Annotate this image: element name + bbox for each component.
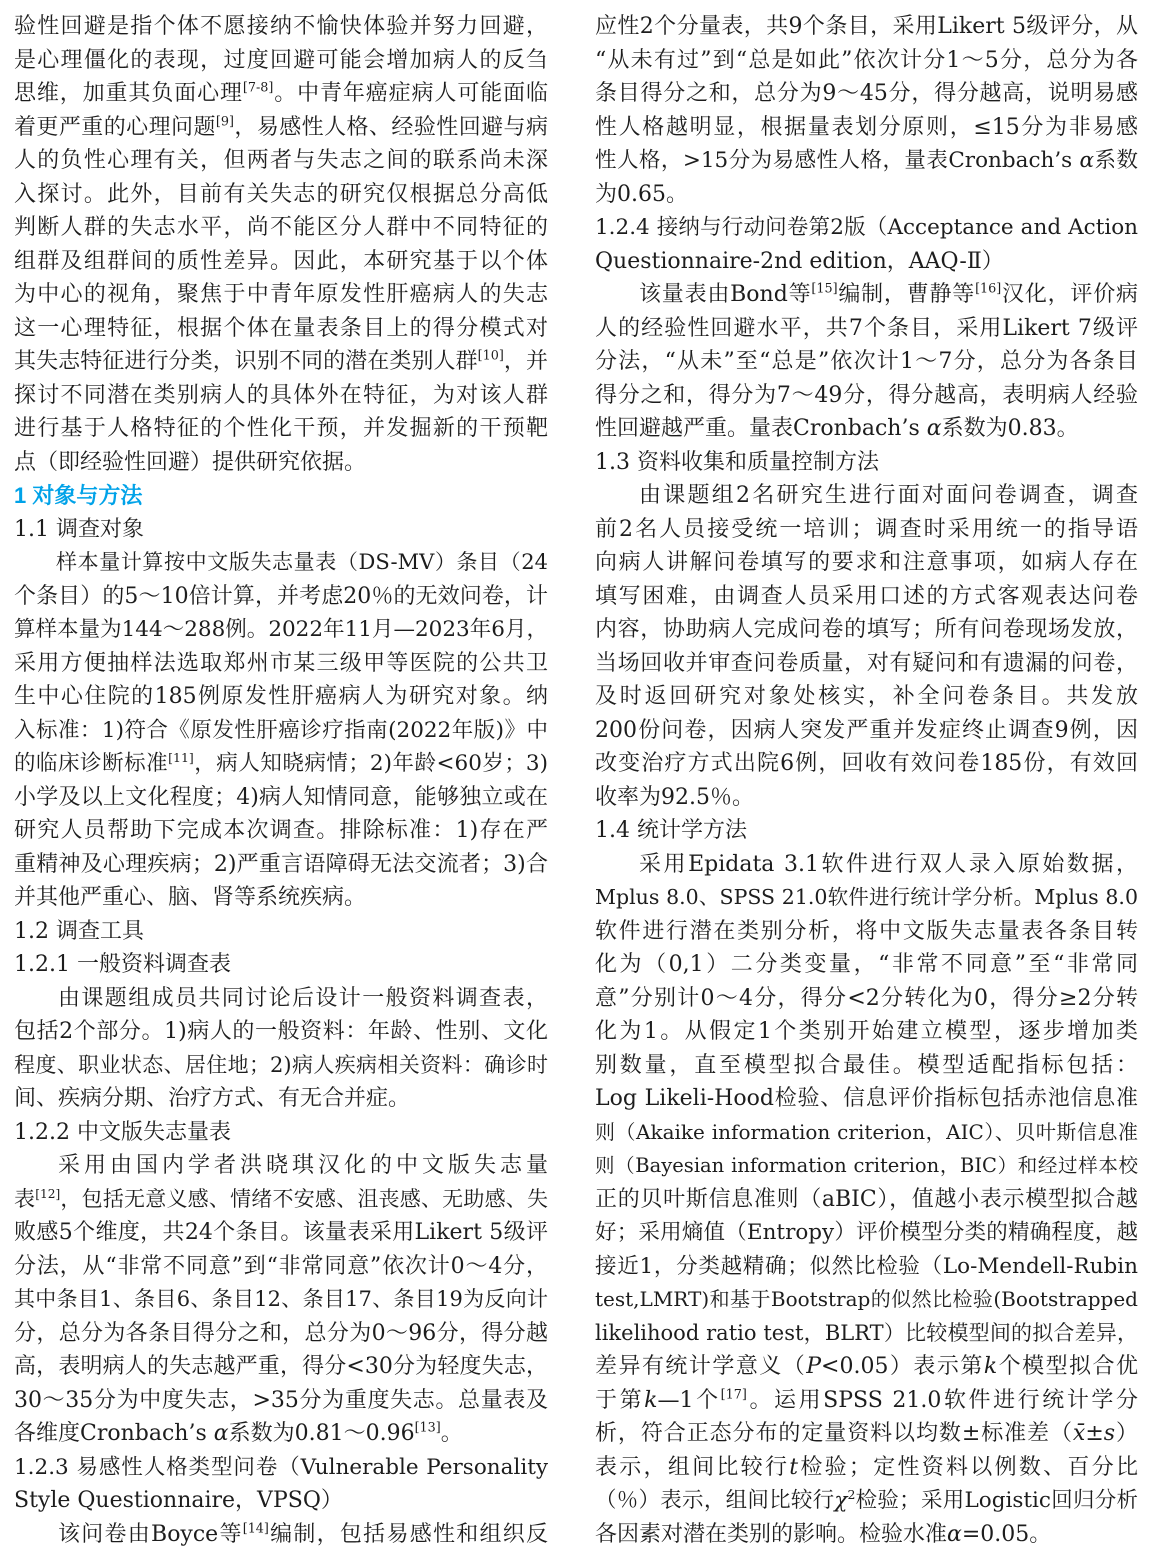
text-line: likelihood ratio test，BLRT）比较模型间的拟合差异， bbox=[595, 1320, 1138, 1345]
text-line: 着更严重的心理问题[9]，易感性人格、经验性回避与病 bbox=[14, 114, 548, 140]
text-line: 软件进行潜在类别分析，将中文版失志量表各条目转 bbox=[595, 918, 1138, 944]
text-line: 采用由国内学者洪晓琪汉化的中文版失志量 bbox=[58, 1153, 548, 1178]
text-line: 验性回避是指个体不愿接纳不愉快体验并努力回避， bbox=[14, 14, 548, 39]
text-line: 其中条目1、条目6、条目12、条目17、条目19为反向计 bbox=[14, 1287, 548, 1311]
text-line: 好；采用熵值（Entropy）评价模型分类的精确程度，越 bbox=[595, 1220, 1138, 1245]
text-line: 正的贝叶斯信息准则（aBIC），值越小表示模型拟合越 bbox=[595, 1186, 1138, 1212]
text-line: 性人格越明显，根据量表划分原则，≤15分为非易感 bbox=[595, 114, 1138, 140]
text-line: 各维度Cronbach’s α系数为0.81～0.96[13]。 bbox=[14, 1420, 463, 1446]
reference-superscript: 2 bbox=[847, 1486, 856, 1502]
section-heading: 1 对象与方法 bbox=[14, 483, 143, 508]
subsection-heading: 1.2.2 中文版失志量表 bbox=[14, 1119, 231, 1145]
text-line: 人的经验性回避水平，共7个条目，采用Likert 7级评 bbox=[595, 315, 1138, 341]
subsection-heading: 1.4 统计学方法 bbox=[595, 818, 747, 843]
reference-superscript: [12] bbox=[35, 1186, 61, 1201]
text-line: 向病人讲解问卷填写的要求和注意事项，如病人存在 bbox=[595, 550, 1138, 575]
text-line: 探讨不同潜在类别病人的具体外在特征，为对该人群 bbox=[14, 382, 548, 408]
text-line: 性回避越严重。量表Cronbach’s α系数为0.83。 bbox=[595, 416, 1079, 441]
text-line: 为中心的视角，聚焦于中青年原发性肝癌病人的失志 bbox=[14, 282, 548, 307]
text-line: 分，总分为各条目得分之和，总分为0～96分，得分越 bbox=[14, 1320, 548, 1346]
reference-superscript: [11] bbox=[168, 749, 194, 765]
text-line: 30～35分为中度失志，>35分为重度失志。总量表及 bbox=[14, 1387, 548, 1413]
text-line: 算样本量为144～288例。2022年11月—2023年6月， bbox=[14, 617, 548, 642]
text-line: 这一心理特征，根据个体在量表条目上的得分模式对 bbox=[14, 315, 548, 341]
text-line: 采用Epidata 3.1软件进行双人录入原始数据， bbox=[639, 851, 1138, 877]
text-line: 败感5个维度，共24个条目。该量表采用Likert 5级评 bbox=[14, 1220, 548, 1245]
subsection-heading: Style Questionnaire，VPSQ） bbox=[14, 1488, 343, 1513]
text-line: 的临床诊断标准[11]，病人知晓病情；2)年龄<60岁；3) bbox=[14, 749, 548, 776]
text-line: 表示，组间比较行t检验；定性资料以例数、百分比 bbox=[595, 1454, 1138, 1480]
reference-superscript: [9] bbox=[215, 114, 234, 130]
text-line: 则（Bayesian information criterion，BIC）和经过样本校 bbox=[595, 1154, 1138, 1177]
reference-superscript: [17] bbox=[720, 1387, 747, 1403]
text-line: 研究人员帮助下完成本次调查。排除标准：1)存在严 bbox=[14, 818, 548, 843]
text-line: Log Likeli-Hood检验、信息评价指标包括赤池信息准 bbox=[595, 1086, 1138, 1111]
text-line: 得分之和，得分为7～49分，得分越高，表明病人经验 bbox=[595, 382, 1138, 408]
reference-superscript: [14] bbox=[242, 1521, 269, 1537]
text-line: 进行基于人格特征的个性化干预，并发掘新的干预靶 bbox=[14, 416, 548, 441]
text-line: 200份问卷，因病人突发严重并发症终止调查9例，因 bbox=[595, 717, 1138, 743]
reference-superscript: [7-8] bbox=[242, 80, 274, 96]
text-line: 收率为92.5％。 bbox=[595, 784, 754, 810]
subsection-heading: Questionnaire-2nd edition，AAQ-Ⅱ） bbox=[595, 248, 1004, 274]
text-line: 组群及组群间的质性差异。因此，本研究基于以个体 bbox=[14, 248, 548, 274]
text-line: （％）表示，组间比较行$\chi^2$检验；采用Logistic回归分析 bbox=[595, 1486, 1138, 1513]
text-line: 由课题组成员共同讨论后设计一般资料调查表， bbox=[58, 985, 548, 1011]
text-line: 条目得分之和，总分为9～45分，得分越高，说明易感 bbox=[595, 81, 1138, 106]
text-line: 表[12]，包括无意义感、情绪不安感、沮丧感、无助感、失 bbox=[14, 1186, 548, 1211]
text-line: 高，表明病人的失志越严重，得分<30分为轻度失志， bbox=[14, 1354, 548, 1379]
subsection-heading: 1.2.1 一般资料调查表 bbox=[14, 952, 231, 977]
text-line: 该量表由Bond等[15]编制，曹静等[16]汉化，评价病 bbox=[639, 281, 1138, 307]
text-line: 生中心住院的185例原发性肝癌病人为研究对象。纳 bbox=[14, 684, 548, 709]
text-line: 分法，“从未”至“总是”依次计1～7分，总分为各条目 bbox=[595, 349, 1138, 374]
text-line: 析，符合正态分布的定量资料以均数±标准差（x̄±s） bbox=[595, 1421, 1138, 1446]
subsection-heading: 1.2.4 接纳与行动问卷第2版（Acceptance and Action bbox=[595, 215, 1138, 240]
text-line: 思维，加重其负面心理[7-8]。中青年癌症病人可能面临 bbox=[14, 80, 548, 106]
subsection-heading: 1.3 资料收集和质量控制方法 bbox=[595, 449, 879, 475]
text-line: 并其他严重心、脑、肾等系统疾病。 bbox=[14, 885, 367, 910]
text-line: 则（Akaike information criterion，AIC）、贝叶斯信息准 bbox=[595, 1119, 1138, 1144]
text-line: 分法，从“非常不同意”到“非常同意”依次计0～4分， bbox=[14, 1253, 548, 1279]
text-line: 意”分别计0～4分，得分<2分转化为0，得分≥2分转 bbox=[595, 985, 1138, 1011]
text-line: 采用方便抽样法选取郑州市某三级甲等医院的公共卫 bbox=[14, 650, 548, 676]
text-line: 差异有统计学意义（P<0.05）表示第k个模型拟合优 bbox=[595, 1354, 1138, 1379]
text-line: 由课题组2名研究生进行面对面问卷调查，调查 bbox=[639, 483, 1138, 508]
text-line: 为0.65。 bbox=[595, 181, 688, 207]
text-line: 重精神及心理疾病；2)严重言语障碍无法交流者；3)合 bbox=[14, 851, 548, 877]
text-line: 当场回收并审查问卷质量，对有疑问和有遗漏的问卷， bbox=[595, 650, 1138, 676]
text-line: test,LMRT)和基于Bootstrap的似然比检验(Bootstrapped bbox=[595, 1287, 1138, 1311]
text-line: 其失志特征进行分类，识别不同的潜在类别人群[10]，并 bbox=[14, 348, 548, 374]
reference-superscript: [15] bbox=[811, 281, 838, 297]
text-line: 判断人群的失志水平，尚不能区分人群中不同特征的 bbox=[14, 215, 548, 240]
text-line: 前2名人员接受统一培训；调查时采用统一的指导语 bbox=[595, 516, 1138, 542]
text-line: 小学及以上文化程度；4)病人知情同意，能够独立或在 bbox=[14, 784, 548, 810]
text-line: 于第k—1个[17]。运用SPSS 21.0软件进行统计学分 bbox=[595, 1387, 1138, 1413]
text-line: Mplus 8.0、SPSS 21.0软件进行统计学分析。Mplus 8.0 bbox=[595, 885, 1138, 909]
text-line: 填写困难，由调查人员采用口述的方式客观表达问卷 bbox=[595, 583, 1138, 609]
text-line: 个条目）的5～10倍计算，并考虑20％的无效问卷，计 bbox=[14, 583, 548, 609]
text-line: 是心理僵化的表现，过度回避可能会增加病人的反刍 bbox=[14, 47, 548, 73]
text-line: 人的负性心理有关，但两者与失志之间的联系尚未深 bbox=[14, 148, 548, 173]
text-line: 接近1，分类越精确；似然比检验（Lo-Mendell-Rubin bbox=[595, 1253, 1138, 1279]
subsection-heading: 1.1 调查对象 bbox=[14, 516, 144, 542]
text-line: 各因素对潜在类别的影响。检验水准α=0.05。 bbox=[595, 1521, 1052, 1547]
text-line: 应性2个分量表，共9个条目，采用Likert 5级评分，从 bbox=[595, 14, 1138, 39]
text-line: 程度、职业状态、居住地；2)病人疾病相关资料：确诊时 bbox=[14, 1052, 548, 1077]
text-line: 改变治疗方式出院6例，回收有效问卷185份，有效回 bbox=[595, 751, 1138, 776]
subsection-heading: 1.2 调查工具 bbox=[14, 918, 144, 944]
reference-superscript: [13] bbox=[414, 1420, 441, 1436]
text-line: 间、疾病分期、治疗方式、有无合并症。 bbox=[14, 1086, 411, 1111]
text-line: 内容，协助病人完成问卷的填写；所有问卷现场发放， bbox=[595, 617, 1138, 642]
text-line: 包括2个部分。1)病人的一般资料：年龄、性别、文化 bbox=[14, 1019, 548, 1044]
text-line: 化为（0,1）二分类变量，“非常不同意”至“非常同 bbox=[595, 952, 1138, 977]
reference-superscript: [10] bbox=[477, 348, 504, 364]
text-line: “从未有过”到“总是如此”依次计分1～5分，总分为各 bbox=[595, 47, 1138, 73]
reference-superscript: [16] bbox=[975, 281, 1002, 297]
text-line: 该问卷由Boyce等[14]编制，包括易感性和组织反 bbox=[58, 1521, 548, 1547]
column-left bbox=[14, 10, 548, 1552]
text-line: 性人格，>15分为易感性人格，量表Cronbach’s α系数 bbox=[595, 148, 1138, 173]
text-line: 样本量计算按中文版失志量表（DS-MV）条目（24 bbox=[56, 550, 548, 574]
text-line: 及时返回研究对象处核实，补全问卷条目。共发放 bbox=[595, 684, 1138, 709]
text-line: 点（即经验性回避）提供研究依据。 bbox=[14, 449, 367, 475]
text-line: 入探讨。此外，目前有关失志的研究仅根据总分高低 bbox=[14, 181, 548, 207]
text-line: 别数量，直至模型拟合最佳。模型适配指标包括： bbox=[595, 1052, 1138, 1078]
text-line: 化为1。从假定1个类别开始建立模型，逐步增加类 bbox=[595, 1019, 1138, 1044]
subsection-heading: 1.2.3 易感性人格类型问卷（Vulnerable Personality bbox=[14, 1454, 548, 1480]
column-right bbox=[595, 10, 1138, 1552]
text-line: 入标准：1)符合《原发性肝癌诊疗指南(2022年版)》中 bbox=[14, 717, 548, 743]
